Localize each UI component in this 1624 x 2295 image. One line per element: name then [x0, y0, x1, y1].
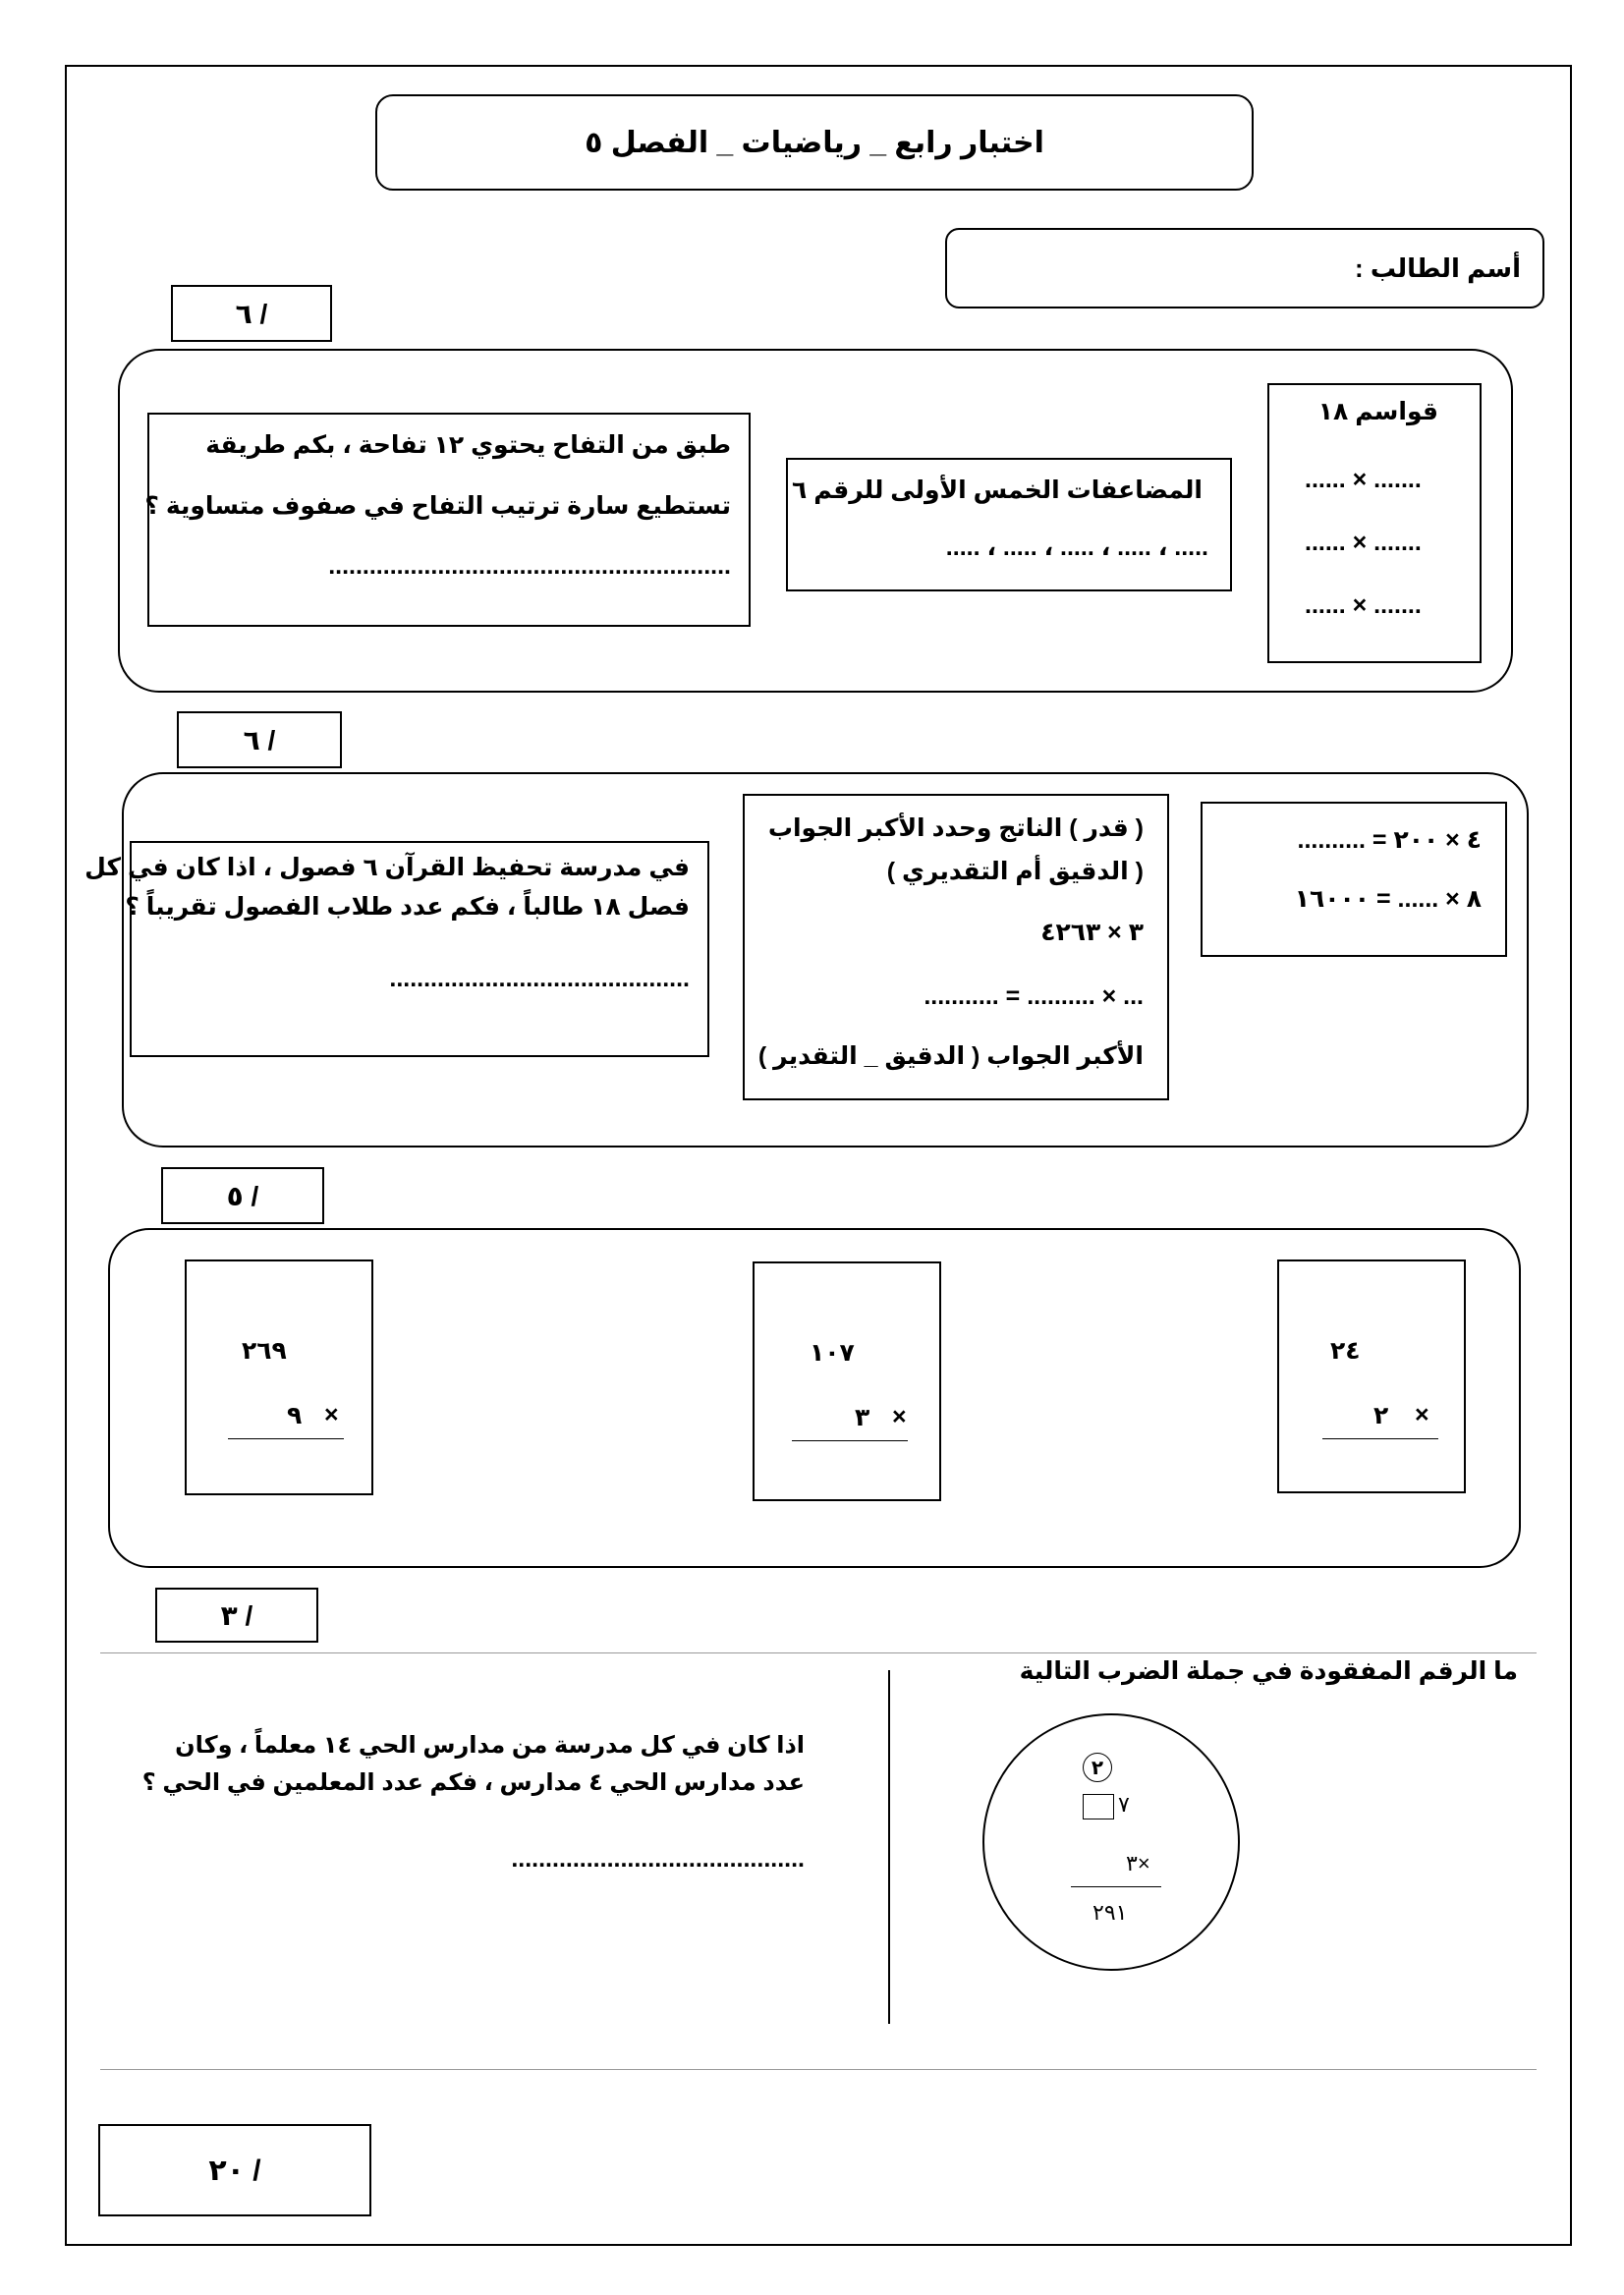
quran-answer-line[interactable]: ............................................	[389, 965, 690, 992]
multiples-box	[786, 458, 1232, 591]
mult-problem-1	[1277, 1259, 1466, 1493]
teachers-question-line1: اذا كان في كل مدرسة من مدارس الحي ١٤ معلماً ، وكان	[175, 1732, 805, 1759]
mult-facts-box	[1201, 802, 1507, 957]
multiples-answer[interactable]: ..... ، ..... ، ..... ، ..... ، .....	[945, 533, 1208, 561]
teachers-answer-line[interactable]: ...........................................	[511, 1845, 805, 1873]
carry-digit: ٢	[1083, 1753, 1112, 1782]
multiplier: ٣×	[1126, 1851, 1150, 1875]
mult-problem-2-op: ×	[892, 1403, 907, 1430]
mult-problem-3-bottom: ٩	[287, 1402, 303, 1429]
estimate-choice[interactable]: الأكبر الجواب ( الدقيق _ التقدير )	[757, 1042, 1144, 1070]
mult-problem-3	[185, 1259, 373, 1495]
total-score-box[interactable]	[98, 2124, 371, 2216]
mult-problem-1-line	[1322, 1438, 1438, 1439]
estimate-box	[743, 794, 1169, 1100]
mult-problem-2-bottom: ٣	[855, 1404, 870, 1431]
apple-question-line1: طبق من التفاح يحتوي ١٢ تفاحة ، بكم طريقة	[205, 431, 731, 459]
mult-problem-1-top: ٢٤	[1330, 1337, 1361, 1365]
section4-top-divider	[100, 1652, 1537, 1653]
score-section1: ٦ /	[235, 298, 268, 329]
apple-answer-line[interactable]: ...........................................................	[328, 552, 731, 580]
mult-problem-3-top: ٢٦٩	[242, 1337, 287, 1365]
apple-question-line2: تستطيع سارة ترتيب التفاح في صفوف متساوية ؟	[144, 492, 731, 520]
mult-fact-2[interactable]: ٨ × ...... = ١٦٠٠٠	[1294, 885, 1482, 913]
factors-box	[1267, 383, 1482, 663]
exam-title-text: اختبار رابع _ رياضيات _ الفصل ٥	[585, 126, 1044, 159]
teachers-question-line2: عدد مدارس الحي ٤ مدارس ، فكم عدد المعلمين في الحي ؟	[141, 1769, 805, 1796]
score-section2: ٦ /	[243, 724, 276, 756]
mult-fact-1[interactable]: ٤ × ٢٠٠ = ..........	[1297, 826, 1482, 854]
known-digit: ٧	[1118, 1792, 1130, 1817]
apple-question-box	[144, 413, 751, 627]
score-section4: ٣ /	[220, 1599, 253, 1631]
exam-title	[375, 94, 1254, 191]
missing-digit-title: ما الرقم المفقودة في جملة الضرب التالية	[1019, 1657, 1518, 1685]
mult-problem-3-op: ×	[324, 1401, 339, 1428]
section4-bottom-divider	[100, 2069, 1537, 2070]
factor-pair-1[interactable]: ...... × .......	[1305, 466, 1422, 493]
total-score: ٢٠ /	[208, 2154, 261, 2187]
missing-digit-input[interactable]	[1083, 1794, 1114, 1819]
estimate-instruction-line1: ( قدر ) الناتج وحدد الأكبر الجواب	[767, 814, 1144, 842]
product: ٢٩١	[1092, 1900, 1128, 1925]
mult-problem-2-top: ١٠٧	[810, 1339, 855, 1367]
mult-problem-1-op: ×	[1415, 1401, 1429, 1428]
factors-title: قواسم ١٨	[1317, 398, 1438, 425]
mult-problem-2-line	[792, 1440, 908, 1441]
score-box-section1[interactable]	[171, 285, 332, 342]
score-section3: ٥ /	[226, 1180, 259, 1211]
mult-problem-2	[753, 1261, 941, 1501]
student-name-label: أسم الطالب :	[1354, 252, 1521, 283]
missing-digit-line	[1071, 1886, 1161, 1887]
section4-vertical-divider	[888, 1670, 890, 2024]
student-name-field[interactable]	[945, 228, 1544, 308]
factor-pair-3[interactable]: ...... × .......	[1305, 591, 1422, 619]
score-box-section4[interactable]	[155, 1588, 318, 1643]
quran-question-line2: فصل ١٨ طالباً ، فكم عدد طلاب الفصول تقريباً ؟	[125, 893, 690, 921]
mult-problem-3-line	[228, 1438, 344, 1439]
score-box-section2[interactable]	[177, 711, 342, 768]
multiples-title: المضاعفات الخمس الأولى للرقم ٦	[792, 476, 1203, 504]
quran-question-box	[84, 841, 709, 1057]
estimate-problem: ٣ × ٤٢٦٣	[1040, 919, 1144, 946]
factor-pair-2[interactable]: ...... × .......	[1305, 529, 1422, 556]
estimate-instruction-line2: ( الدقيق أم التقديري )	[886, 858, 1144, 885]
score-box-section3[interactable]	[161, 1167, 324, 1224]
missing-digit-circle	[982, 1713, 1240, 1971]
quran-question-line1: في مدرسة تحفيظ القرآن ٦ فصول ، اذا كان في كل	[84, 854, 690, 881]
mult-problem-1-bottom: ٢	[1373, 1402, 1389, 1429]
estimate-work-line[interactable]: ... × .......... = ...........	[924, 982, 1144, 1010]
